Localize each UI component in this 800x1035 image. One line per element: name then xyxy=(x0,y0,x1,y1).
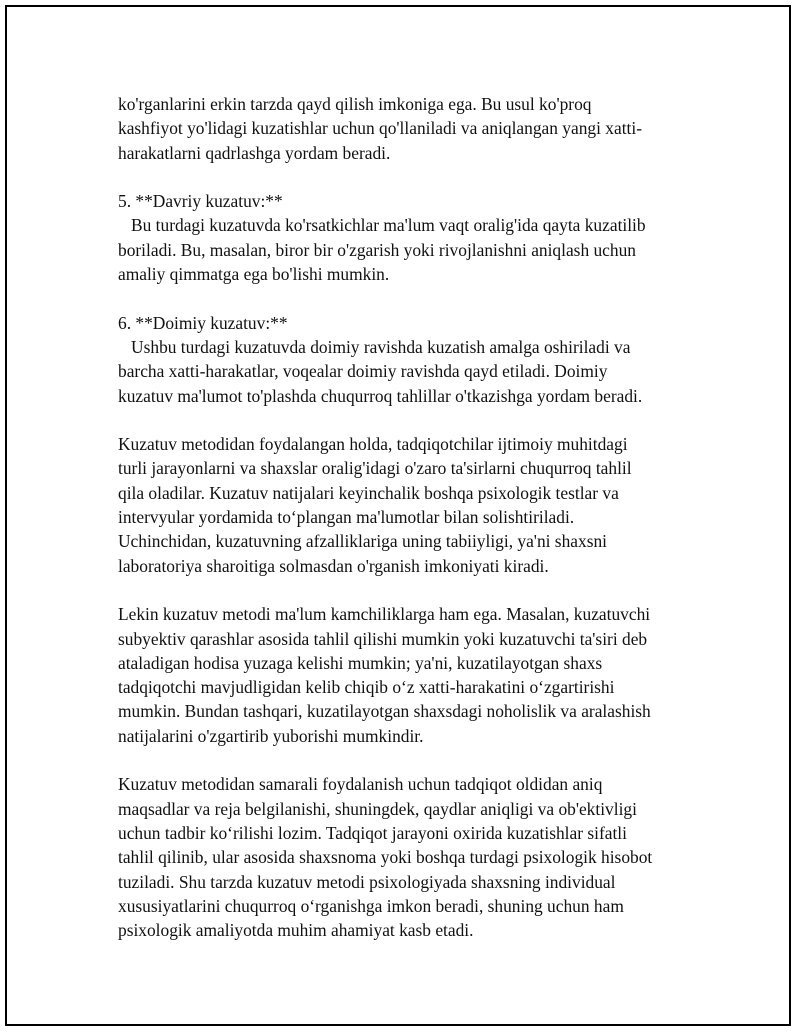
paragraph xyxy=(118,772,698,942)
section-heading: 6. **Doimiy kuzatuv:** xyxy=(118,312,288,333)
paragraph xyxy=(118,92,698,165)
paragraph xyxy=(118,311,698,408)
paragraph-spacer xyxy=(118,165,698,189)
paragraph xyxy=(118,432,698,578)
text-line: maqsadlar va reja belgilanishi, shuningdek, qaydlar aniqligi va ob'ektivligi xyxy=(118,798,637,819)
text-line: ko'rganlarini erkin tarzda qayd qilish imkoniga ega. Bu usul ko'proq xyxy=(118,94,592,114)
text-line: mumkin. Bundan tashqari, kuzatilayotgan shaxsdagi noholislik va aralashish xyxy=(118,701,651,722)
text-line: ataladigan hodisa yuzaga kelishi mumkin; ya'ni, kuzatilayotgan shaxs xyxy=(118,652,603,673)
text-line: Kuzatuv metodidan samarali foydalanish uchun tadqiqot oldidan aniq xyxy=(118,774,603,795)
text-line: psixologik amaliyotda muhim ahamiyat kasb etadi. xyxy=(118,920,474,941)
text-line: Uchinchidan, kuzatuvning afzalliklariga uning tabiiyligi, ya'ni shaxsni xyxy=(118,531,607,552)
text-line: Ushbu turdagi kuzatuvda doimiy ravishda kuzatish amalga oshiriladi va xyxy=(118,336,631,357)
text-line: uchun tadbir ko‘rilishi lozim. Tadqiqot jarayoni oxirida kuzatishlar sifatli xyxy=(118,822,627,843)
text-line: Kuzatuv metodidan foydalangan holda, tadqiqotchilar ijtimoiy muhitdagi xyxy=(118,434,628,455)
text-line: Lekin kuzatuv metodi ma'lum kamchiliklarga ham ega. Masalan, kuzatuvchi xyxy=(118,604,651,625)
text-line: barcha xatti-harakatlar, voqealar doimiy ravishda qayd etiladi. Doimiy xyxy=(118,361,608,382)
paragraph-spacer xyxy=(118,286,698,310)
text-line: tuziladi. Shu tarzda kuzatuv metodi psixologiyada shaxsning individual xyxy=(118,871,616,892)
paragraph-spacer xyxy=(118,578,698,602)
text-line: kuzatuv ma'lumot to'plashda chuqurroq tahlillar o'tkazishga yordam beradi. xyxy=(118,385,643,406)
text-line: subyektiv qarashlar asosida tahlil qilishi mumkin yoki kuzatuvchi ta'siri deb xyxy=(118,628,648,649)
text-line: xususiyatlarini chuqurroq o‘rganishga imkon beradi, shuning uchun ham xyxy=(118,895,624,916)
text-line: boriladi. Bu, masalan, biror bir o'zgarish yoki rivojlanishni aniqlash uchun xyxy=(118,239,636,260)
document-body xyxy=(118,92,698,942)
paragraph-spacer xyxy=(118,748,698,772)
text-line: tahlil qilinib, ular asosida shaxsnoma yoki boshqa turdagi psixologik hisobot xyxy=(118,847,653,868)
paragraph xyxy=(118,602,698,748)
text-line: amaliy qimmatga ega bo'lishi mumkin. xyxy=(118,264,390,285)
text-line: intervyular yordamida to‘plangan ma'lumotlar bilan solishtiriladi. xyxy=(118,507,575,528)
text-line: kashfiyot yo'lidagi kuzatishlar uchun qo'llaniladi va aniqlangan yangi xatti- xyxy=(118,118,642,139)
text-line: harakatlarni qadrlashga yordam beradi. xyxy=(118,142,391,163)
text-line: natijalarini o'zgartirib yuborishi mumkindir. xyxy=(118,725,424,746)
text-line: tadqiqotchi mavjudligidan kelib chiqib o‘z xatti-harakatini o‘zgartirishi xyxy=(118,677,615,698)
text-line: laboratoriya sharoitiga solmasdan o'rganish imkoniyati kiradi. xyxy=(118,555,549,576)
text-line: Bu turdagi kuzatuvda ko'rsatkichlar ma'lum vaqt oralig'ida qayta kuzatilib xyxy=(118,215,646,236)
text-line: qila oladilar. Kuzatuv natijalari keyinchalik boshqa psixologik testlar va xyxy=(118,482,619,503)
section-heading: 5. **Davriy kuzatuv:** xyxy=(118,191,283,212)
text-line: turli jarayonlarni va shaxslar oralig'idagi o'zaro ta'sirlarni chuqurroq tahlil xyxy=(118,458,632,479)
paragraph xyxy=(118,189,698,286)
paragraph-spacer xyxy=(118,408,698,432)
